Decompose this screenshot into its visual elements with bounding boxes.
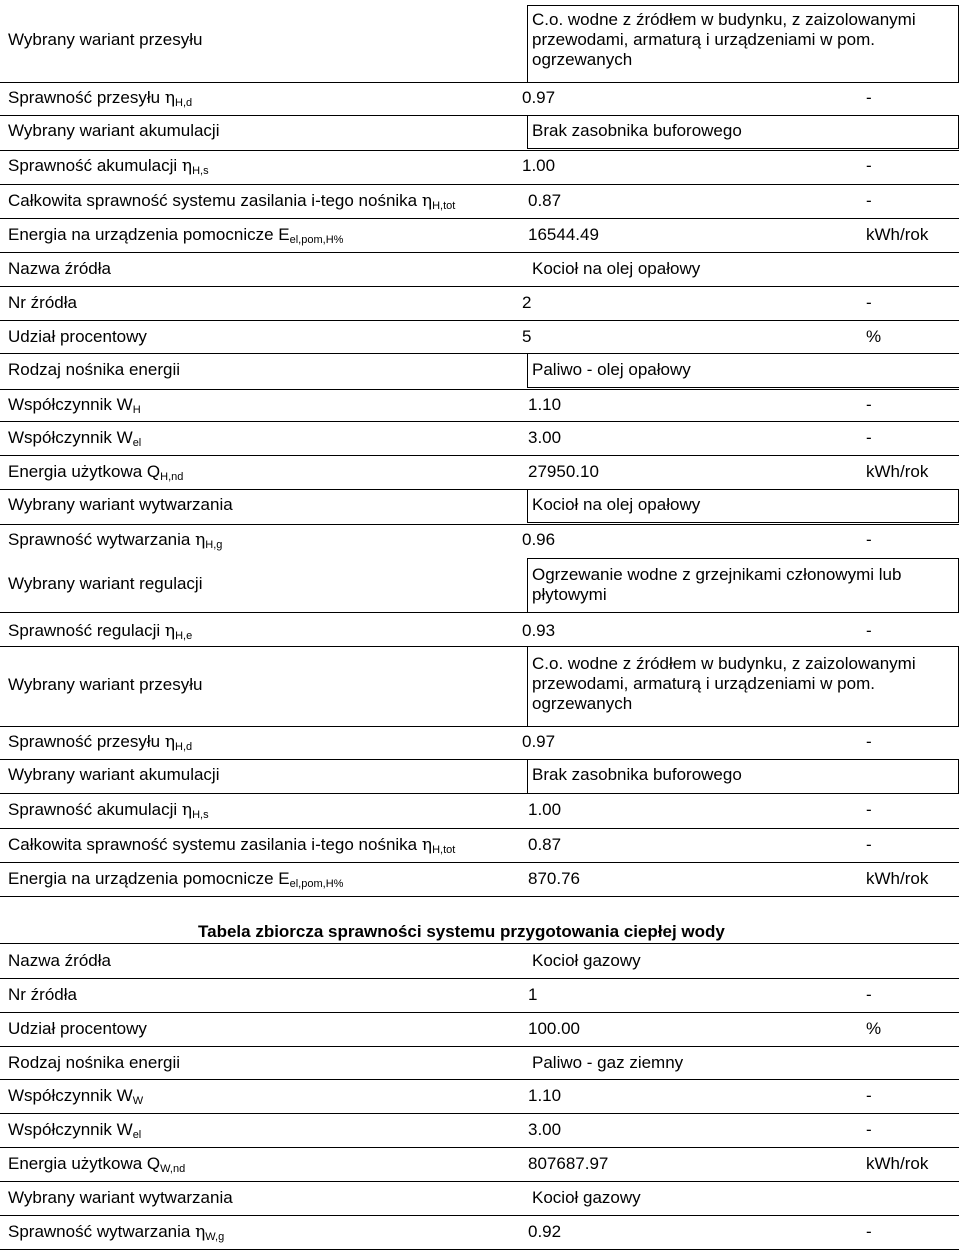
unit: -	[866, 530, 872, 549]
label: Sprawność wytwarzania $\eta_{H,g}$	[8, 530, 223, 551]
unit: -	[866, 156, 872, 175]
divider	[0, 1012, 959, 1013]
label: Sprawność akumulacji $\eta_{H,s}$	[8, 156, 209, 177]
divider	[958, 646, 959, 726]
divider	[0, 1046, 959, 1047]
divider	[0, 184, 959, 185]
unit: -	[866, 800, 872, 819]
unit: kWh/rok	[866, 1154, 929, 1173]
divider	[0, 726, 959, 727]
unit: -	[866, 621, 872, 640]
value: Kocioł gazowy	[532, 951, 641, 970]
label: Nr źródła	[8, 293, 77, 312]
divider	[0, 943, 959, 944]
value: 0.93	[522, 621, 556, 640]
divider	[0, 828, 959, 829]
value: Brak zasobnika buforowego	[532, 765, 742, 784]
label: Energia na urządzenia pomocnicze $E_{el,pom,H\%}$	[8, 225, 344, 246]
value: 0.97	[522, 732, 556, 751]
label: Sprawność regulacji $\eta_{H,e}$	[8, 621, 193, 642]
divider	[0, 1079, 959, 1080]
label: Całkowita sprawność systemu zasilania i-tego nośnika $\eta_{H,tot}$	[8, 191, 456, 212]
value: 0.96	[522, 530, 556, 549]
label: Wybrany wariant wytwarzania	[8, 1188, 233, 1207]
table-title: Tabela zbiorcza sprawności systemu przygotowania ciepłej wody	[198, 922, 725, 941]
value: 1	[528, 985, 538, 1004]
value: C.o. wodne z źródłem w budynku, z zaizolowanymi przewodami, armaturą i urządzeniami w pom. ogrzewanych	[532, 654, 916, 713]
label: Udział procentowy	[8, 1019, 147, 1038]
divider	[527, 558, 528, 612]
divider	[0, 115, 959, 116]
value: 0.87	[528, 191, 562, 210]
divider	[527, 115, 528, 149]
value: Ogrzewanie wodne z grzejnikami członowymi lub płytowymi	[532, 565, 902, 604]
label: Sprawność przesyłu $\eta_{H,d}$	[8, 88, 193, 109]
divider	[0, 389, 959, 390]
value: Kocioł na olej opałowy	[532, 259, 701, 278]
divider	[0, 524, 959, 525]
divider	[958, 5, 959, 83]
divider	[958, 115, 959, 149]
label: Współczynnik $W_W$	[8, 1086, 144, 1107]
divider	[527, 646, 528, 726]
divider	[527, 5, 959, 6]
label: Wybrany wariant akumulacji	[8, 765, 220, 784]
divider	[527, 387, 959, 388]
divider	[527, 558, 959, 559]
unit: kWh/rok	[866, 869, 929, 888]
label: Energia użytkowa $Q_{H,nd}$	[8, 462, 184, 483]
label: Wybrany wariant regulacji	[8, 574, 203, 593]
divider	[0, 1147, 959, 1148]
divider	[0, 82, 959, 83]
divider	[0, 1181, 959, 1182]
label: Rodzaj nośnika energii	[8, 360, 180, 379]
value: 16544.49	[528, 225, 599, 244]
value: 27950.10	[528, 462, 599, 481]
divider	[527, 759, 528, 793]
divider	[0, 489, 959, 490]
label: Nr źródła	[8, 985, 77, 1004]
divider	[0, 353, 959, 354]
value: Paliwo - olej opałowy	[532, 360, 691, 379]
unit: -	[866, 88, 872, 107]
value: 100.00	[528, 1019, 580, 1038]
value: Kocioł na olej opałowy	[532, 495, 701, 514]
unit: kWh/rok	[866, 462, 929, 481]
unit: -	[866, 835, 872, 854]
value: Paliwo - gaz ziemny	[532, 1053, 684, 1072]
value: 0.97	[522, 88, 556, 107]
label: Sprawność przesyłu $\eta_{H,d}$	[8, 732, 193, 753]
divider	[958, 558, 959, 612]
unit: -	[866, 395, 872, 414]
unit: %	[866, 327, 882, 346]
value: 3.00	[528, 428, 562, 447]
divider	[0, 150, 959, 151]
divider	[0, 612, 959, 613]
divider	[0, 646, 959, 647]
divider	[0, 1249, 959, 1250]
value: Brak zasobnika buforowego	[532, 121, 742, 140]
divider	[0, 896, 959, 897]
divider	[0, 978, 959, 979]
unit: %	[866, 1019, 882, 1038]
unit: -	[866, 293, 872, 312]
divider	[527, 522, 959, 523]
divider	[958, 759, 959, 793]
divider	[0, 252, 959, 253]
unit: -	[866, 1120, 872, 1139]
divider	[0, 1215, 959, 1216]
value: 3.00	[528, 1120, 562, 1139]
value: 807687.97	[528, 1154, 609, 1173]
value: 870.76	[528, 869, 580, 888]
label: Energia użytkowa $Q_{W,nd}$	[8, 1154, 186, 1175]
divider	[0, 455, 959, 456]
label: Nazwa źródła	[8, 259, 111, 278]
value: 5	[522, 327, 532, 346]
label: Nazwa źródła	[8, 951, 111, 970]
divider	[958, 489, 959, 523]
value: Kocioł gazowy	[532, 1188, 641, 1207]
label: Całkowita sprawność systemu zasilania i-tego nośnika $\eta_{H,tot}$	[8, 835, 456, 856]
divider	[0, 862, 959, 863]
unit: -	[866, 1222, 872, 1241]
divider	[0, 218, 959, 219]
value: 1.00	[528, 800, 562, 819]
label: Współczynnik $W_{el}$	[8, 1120, 142, 1141]
value: 0.92	[528, 1222, 562, 1241]
unit: kWh/rok	[866, 225, 929, 244]
divider	[527, 5, 528, 83]
divider	[527, 353, 528, 387]
label: Wybrany wariant przesyłu	[8, 675, 203, 694]
divider	[0, 320, 959, 321]
label: Rodzaj nośnika energii	[8, 1053, 180, 1072]
value: 0.87	[528, 835, 562, 854]
divider	[0, 793, 959, 794]
label: Wybrany wariant akumulacji	[8, 121, 220, 140]
unit: -	[866, 1086, 872, 1105]
label: Udział procentowy	[8, 327, 147, 346]
unit: -	[866, 985, 872, 1004]
value: C.o. wodne z źródłem w budynku, z zaizolowanymi przewodami, armaturą i urządzeniami w pom. ogrzewanych	[532, 10, 916, 69]
divider	[0, 759, 959, 760]
unit: -	[866, 732, 872, 751]
label: Współczynnik $W_{el}$	[8, 428, 142, 449]
label: Sprawność wytwarzania $\eta_{W,g}$	[8, 1222, 225, 1243]
label: Sprawność akumulacji $\eta_{H,s}$	[8, 800, 209, 821]
label: Współczynnik $W_H$	[8, 395, 141, 416]
divider	[527, 489, 528, 523]
value: 1.10	[528, 1086, 562, 1105]
divider	[0, 1113, 959, 1114]
label: Wybrany wariant przesyłu	[8, 30, 203, 49]
divider	[0, 286, 959, 287]
value: 1.00	[522, 156, 556, 175]
label: Wybrany wariant wytwarzania	[8, 495, 233, 514]
unit: -	[866, 428, 872, 447]
divider	[527, 148, 959, 149]
divider	[0, 421, 959, 422]
label: Energia na urządzenia pomocnicze $E_{el,pom,H\%}$	[8, 869, 344, 890]
value: 1.10	[528, 395, 562, 414]
value: 2	[522, 293, 532, 312]
unit: -	[866, 191, 872, 210]
